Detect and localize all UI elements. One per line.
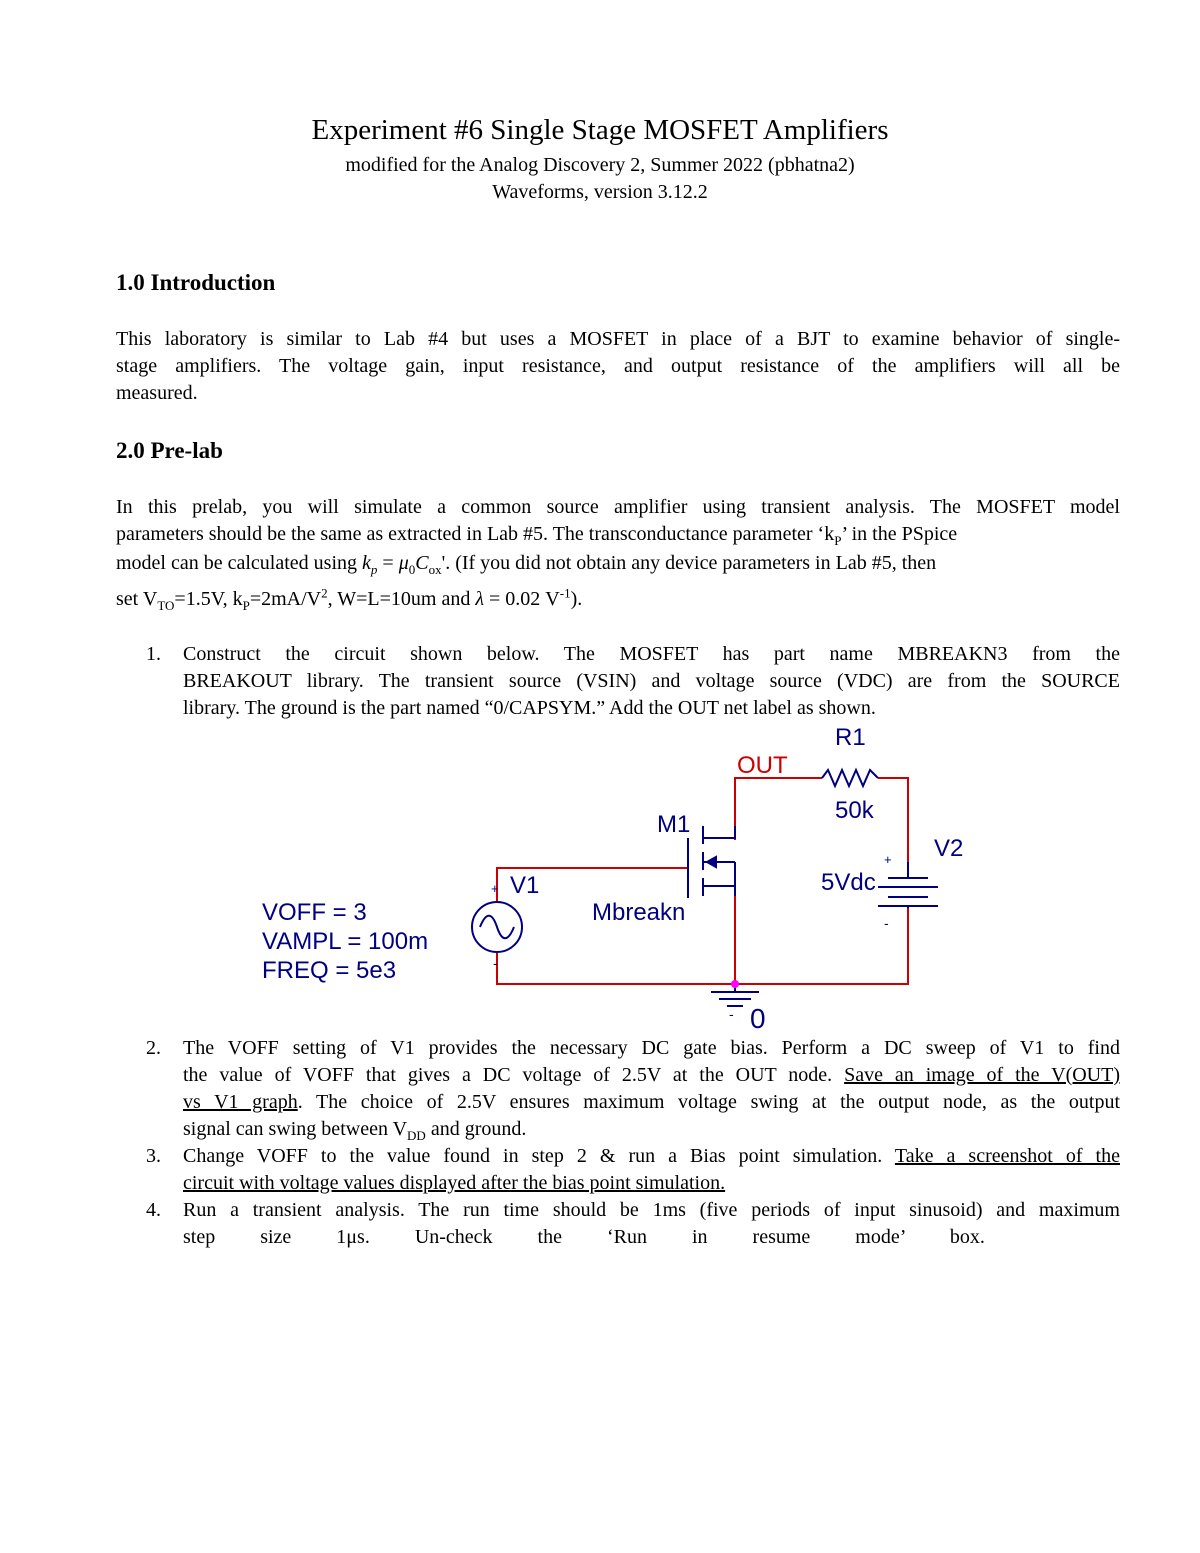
ground-minus-sign: -: [729, 1006, 734, 1022]
mosfet-model-label: Mbreakn: [592, 899, 686, 926]
step-3-line-2: circuit with voltage values displayed after the bias point simulation.: [183, 1172, 726, 1194]
step-1-line-3: library. The ground is the part named “0/CAPSYM.” Add the OUT net label as shown.: [183, 697, 876, 719]
kp-formula: $k_p = \mu_0C_{ox}'$: [362, 552, 446, 577]
prelab-line-4: set $V_{TO}=1.5V$, $k_P=2mA/V^2$, W=L=10um and λ = 0.02 $V^{-1}$).: [116, 585, 583, 613]
net-label-out: OUT: [737, 752, 788, 779]
v1-minus-sign: -: [493, 955, 498, 971]
battery-v2-symbol: [878, 862, 938, 908]
resistor-r1-symbol: [822, 770, 878, 786]
step-number: 4.: [146, 1199, 161, 1221]
step-2-line-1: The VOFF setting of V1 provides the necessary DC gate bias. Perform a DC sweep of V1 to find: [183, 1037, 1120, 1059]
step-number: 3.: [146, 1145, 161, 1167]
step-4-line-2: step size 1μs. Un-check the ‘Run in resume mode’ box.: [183, 1226, 985, 1248]
document-version: Waveforms, version 3.12.2: [492, 181, 708, 203]
section-heading-introduction: 1.0 Introduction: [116, 270, 276, 295]
step-2-line-3: vs V1 graph. The choice of 2.5V ensures maximum voltage swing at the output node, as the output: [183, 1091, 1120, 1113]
prelab-line-1: In this prelab, you will simulate a common source amplifier using transient analysis. The MOSFET model: [116, 496, 1120, 518]
resistor-r1-value: 50k: [835, 797, 874, 824]
source-v1-label: V1: [510, 872, 540, 899]
step-2-line-2: the value of VOFF that gives a DC voltage of 2.5V at the OUT node. Save an image of the V(OUT): [183, 1064, 1120, 1086]
section-heading-prelab: 2.0 Pre-lab: [116, 438, 223, 463]
resistor-r1-label: R1: [835, 724, 866, 751]
v2-minus-sign: -: [884, 915, 889, 931]
battery-v2-value: 5Vdc: [821, 869, 876, 896]
intro-line-2: stage amplifiers. The voltage gain, input resistance, and output resistance of the amplifiers will all be: [116, 355, 1120, 377]
step-2-line-4: signal can swing between $V_{DD}$ and ground.: [183, 1118, 527, 1143]
step-3-line-1: Change VOFF to the value found in step 2 & run a Bias point simulation. Take a screenshot of the: [183, 1145, 1120, 1167]
document-title: Experiment #6 Single Stage MOSFET Amplifiers: [311, 114, 889, 146]
step-1-line-1: Construct the circuit shown below. The MOSFET has part name MBREAKN3 from the: [183, 643, 1120, 665]
intro-line-3: measured.: [116, 382, 198, 404]
voff-parameter: VOFF = 3: [262, 899, 367, 926]
vampl-parameter: VAMPL = 100m: [262, 928, 429, 955]
step-1-line-2: BREAKOUT library. The transient source (VSIN) and voltage source (VDC) are from the SOURCE: [183, 670, 1120, 692]
ground-node-dot: [731, 980, 739, 988]
ground-node-label: 0: [750, 1003, 766, 1034]
step-4-line-1: Run a transient analysis. The run time should be 1ms (five periods of input sinusoid) and maximum: [183, 1199, 1120, 1221]
document-subtitle: modified for the Analog Discovery 2, Summer 2022 (pbhatna2): [345, 154, 855, 176]
step-number: 1.: [146, 643, 161, 665]
common-source-schematic: [240, 715, 980, 1040]
mosfet-symbol: [688, 826, 735, 898]
prelab-line-2: parameters should be the same as extracted in Lab #5. The transconductance parameter ‘$k_P$’ in the PSpice: [116, 523, 958, 548]
mosfet-m1-label: M1: [657, 811, 691, 838]
prelab-line-3: model can be calculated using $k_p = \mu_0C_{ox}'$. (If you did not obtain any device parameters in Lab #5, then: [116, 552, 937, 577]
intro-line-1: This laboratory is similar to Lab #4 but uses a MOSFET in place of a BJT to examine behavior of single-: [116, 328, 1120, 350]
v2-plus-sign: +: [884, 852, 892, 867]
battery-v2-label: V2: [934, 835, 964, 862]
v1-plus-sign: +: [491, 881, 499, 896]
step-number: 2.: [146, 1037, 161, 1059]
freq-parameter: FREQ = 5e3: [262, 957, 397, 984]
sine-source-v1-symbol: [472, 902, 522, 952]
